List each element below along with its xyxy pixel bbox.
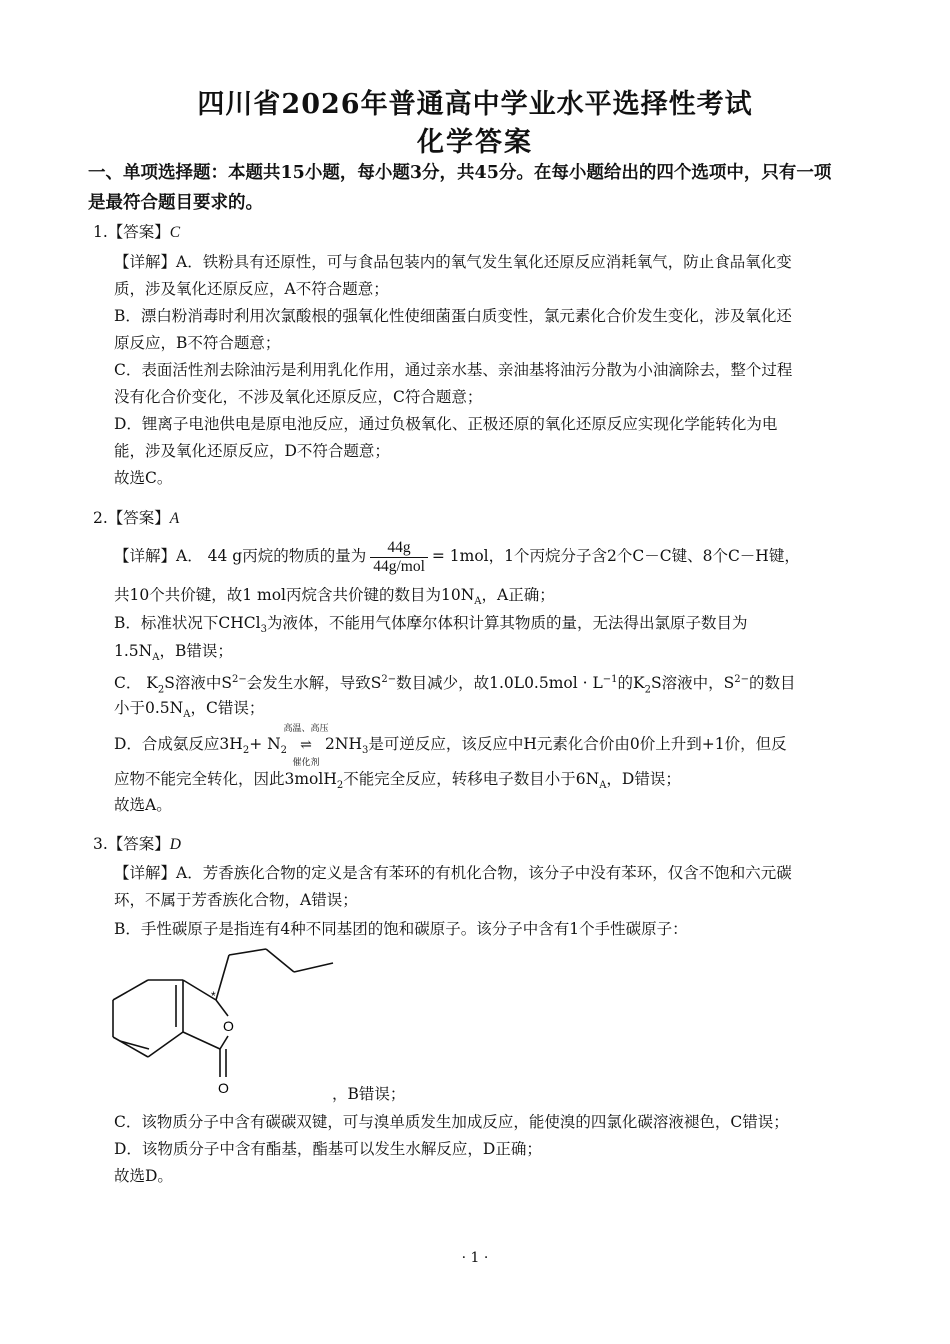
q2-line5-e: 的K — [617, 674, 645, 693]
q1-line9: 故选C。 — [114, 469, 173, 487]
q1-line5: C．表面活性剂去除油污是利用乳化作用，通过亲水基、亲油基将油污分散为小油滴除去，整个过程 — [114, 361, 793, 379]
q2-line1 — [114, 534, 800, 578]
q3-line1: 【详解】A．芳香族化合物的定义是含有苯环的有机化合物，该分子中没有苯环，仅含不饱和六元碳 — [114, 864, 792, 882]
equilibrium-arrow — [283, 724, 329, 768]
q2-answer-line — [93, 507, 179, 530]
molecule-structure — [108, 945, 348, 1105]
q2-line7-b: + N — [249, 735, 281, 753]
subscript: 2 — [644, 684, 651, 696]
subscript: A — [599, 780, 607, 792]
q3-answer-label: 3.【答案】 — [93, 835, 170, 853]
q2-line7-c: 2NH — [325, 735, 362, 753]
q3-answer-line — [93, 833, 181, 856]
q2-line5-d: 数目减少，故1.0L0.5mol · L — [396, 674, 603, 693]
q2-line6-text: 小于0.5N — [114, 699, 184, 717]
q2-line2-rest: ，A正确； — [481, 586, 555, 604]
carbonyl-oxygen-label: O — [218, 1080, 229, 1096]
q2-line2 — [114, 584, 555, 613]
q2-line5-g: 的数目 — [749, 674, 796, 693]
q1-line6: 没有化合价变化，不涉及氧化还原反应，C符合题意； — [114, 388, 483, 406]
q2-line2-text: 共10个共价键，故1 mol丙烷含共价键的数目为10N — [114, 586, 475, 604]
subscript: A — [152, 652, 160, 664]
q1-line7: D．锂离子电池供电是原电池反应，通过负极氧化、正极还原的氧化还原反应实现化学能转化为电 — [114, 415, 778, 433]
q2-line7 — [114, 724, 787, 768]
q1-line8: 能，涉及氧化还原反应，D不符合题意； — [114, 442, 390, 460]
chiral-center-star: * — [211, 989, 216, 1003]
q1-line3: B．漂白粉消毒时利用次氯酸根的强氧化性使细菌蛋白质变性，氯元素化合价发生变化，涉及氧化还 — [114, 307, 792, 325]
q2-line4 — [114, 640, 233, 669]
q3-line2: 环，不属于芳香族化合物，A错误； — [114, 891, 358, 909]
q2-answer: A — [169, 510, 180, 527]
q2-line4-text: 1.5N — [114, 642, 153, 660]
q1-line1: 【详解】A．铁粉具有还原性，可与食品包装内的氧气发生氧化还原反应消耗氧气，防止食品氧化变 — [114, 253, 792, 271]
q3-line5: C．该物质分子中含有碳碳双键，可与溴单质发生加成反应，能使溴的四氯化碳溶液褪色，C错误； — [114, 1113, 789, 1131]
q2-line1-text: 【详解】A． 44 g丙烷的物质的量为 — [114, 547, 367, 565]
q1-line2: 质，涉及氧化还原反应，A不符合题意； — [114, 280, 389, 298]
q2-line5-a: C． K — [114, 674, 158, 693]
section-heading-line2: 是最符合题目要求的。 — [88, 193, 263, 213]
mass-fraction — [370, 539, 428, 576]
q2-line8-a: 应物不能完全转化，因此3molH — [114, 770, 337, 788]
page-title: 四川省2026年普通高中学业水平选择性考试 — [197, 89, 753, 120]
reaction-condition-top: 高温、高压 — [283, 724, 329, 734]
superscript: 2− — [734, 674, 749, 685]
q2-line1-rest: = 1mol，1个丙烷分子含2个C－C键、8个C－H键， — [431, 547, 800, 565]
subscript: 2 — [157, 684, 165, 696]
q1-line4: 原反应，B不符合题意； — [114, 334, 281, 352]
subscript: A — [183, 709, 191, 721]
q2-line4-rest: ，B错误； — [159, 642, 233, 660]
q1-answer: C — [169, 224, 181, 241]
q2-line5-c: 会发生水解，导致S — [246, 674, 382, 693]
q3-line7: 故选D。 — [114, 1167, 173, 1185]
subscript: 2 — [336, 780, 344, 792]
section-heading — [88, 158, 878, 218]
q2-line3 — [114, 612, 747, 641]
superscript: 2− — [232, 674, 247, 685]
page-number: · 1 · — [461, 1250, 489, 1266]
superscript: 2− — [381, 674, 397, 685]
q2-line8 — [114, 768, 681, 797]
superscript: −1 — [602, 674, 618, 685]
q3-line6: D．该物质分子中含有酯基，酯基可以发生水解反应，D正确； — [114, 1140, 542, 1158]
subscript: A — [474, 596, 482, 608]
ring-oxygen-label: O — [223, 1018, 234, 1034]
q2-line8-c: ，D错误； — [606, 770, 681, 788]
q2-line6-rest: ，C错误； — [190, 699, 265, 717]
q1-answer-label: 1.【答案】 — [93, 223, 170, 241]
q2-line5-b: S溶液中S — [164, 674, 232, 693]
subscript: 2 — [280, 745, 288, 757]
q2-line3-rest: 为液体，不能用气体摩尔体积计算其物质的量，无法得出氯原子数目为 — [266, 614, 748, 632]
q3-line4: ，B错误； — [332, 1085, 406, 1103]
fraction-numerator: 44g — [370, 539, 428, 558]
q3-line3: B．手性碳原子是指连有4种不同基团的饱和碳原子。该分子中含有1个手性碳原子： — [114, 920, 688, 938]
q3-answer: D — [169, 836, 181, 853]
q2-line6 — [114, 697, 264, 726]
q2-line9: 故选A。 — [114, 796, 172, 814]
q2-line7-d: 是可逆反应，该反应中H元素化合价由0价上升到+1价，但反 — [368, 735, 787, 753]
q2-line5-f: S溶液中，S — [651, 674, 735, 693]
q2-line3-text: B．标准状况下CHCl — [114, 614, 261, 632]
equilibrium-arrow-glyph: ⇌ — [300, 737, 312, 753]
reaction-condition-bottom: 催化剂 — [292, 758, 320, 768]
q2-line8-b: 不能完全反应，转移电子数目小于6N — [343, 770, 600, 788]
subscript: 2 — [242, 745, 250, 757]
q1-answer-line — [93, 221, 180, 244]
fraction-denominator: 44g/mol — [373, 557, 425, 575]
subscript: 3 — [260, 624, 267, 636]
q2-line7-a: D．合成氨反应3H — [114, 735, 243, 753]
section-heading-line1: 一、单项选择题：本题共15小题，每小题3分，共45分。在每小题给出的四个选项中，只有一项 — [88, 163, 832, 183]
q2-answer-label: 2.【答案】 — [93, 509, 170, 527]
page-subtitle: 化学答案 — [417, 127, 533, 158]
subscript: 3 — [362, 745, 369, 757]
